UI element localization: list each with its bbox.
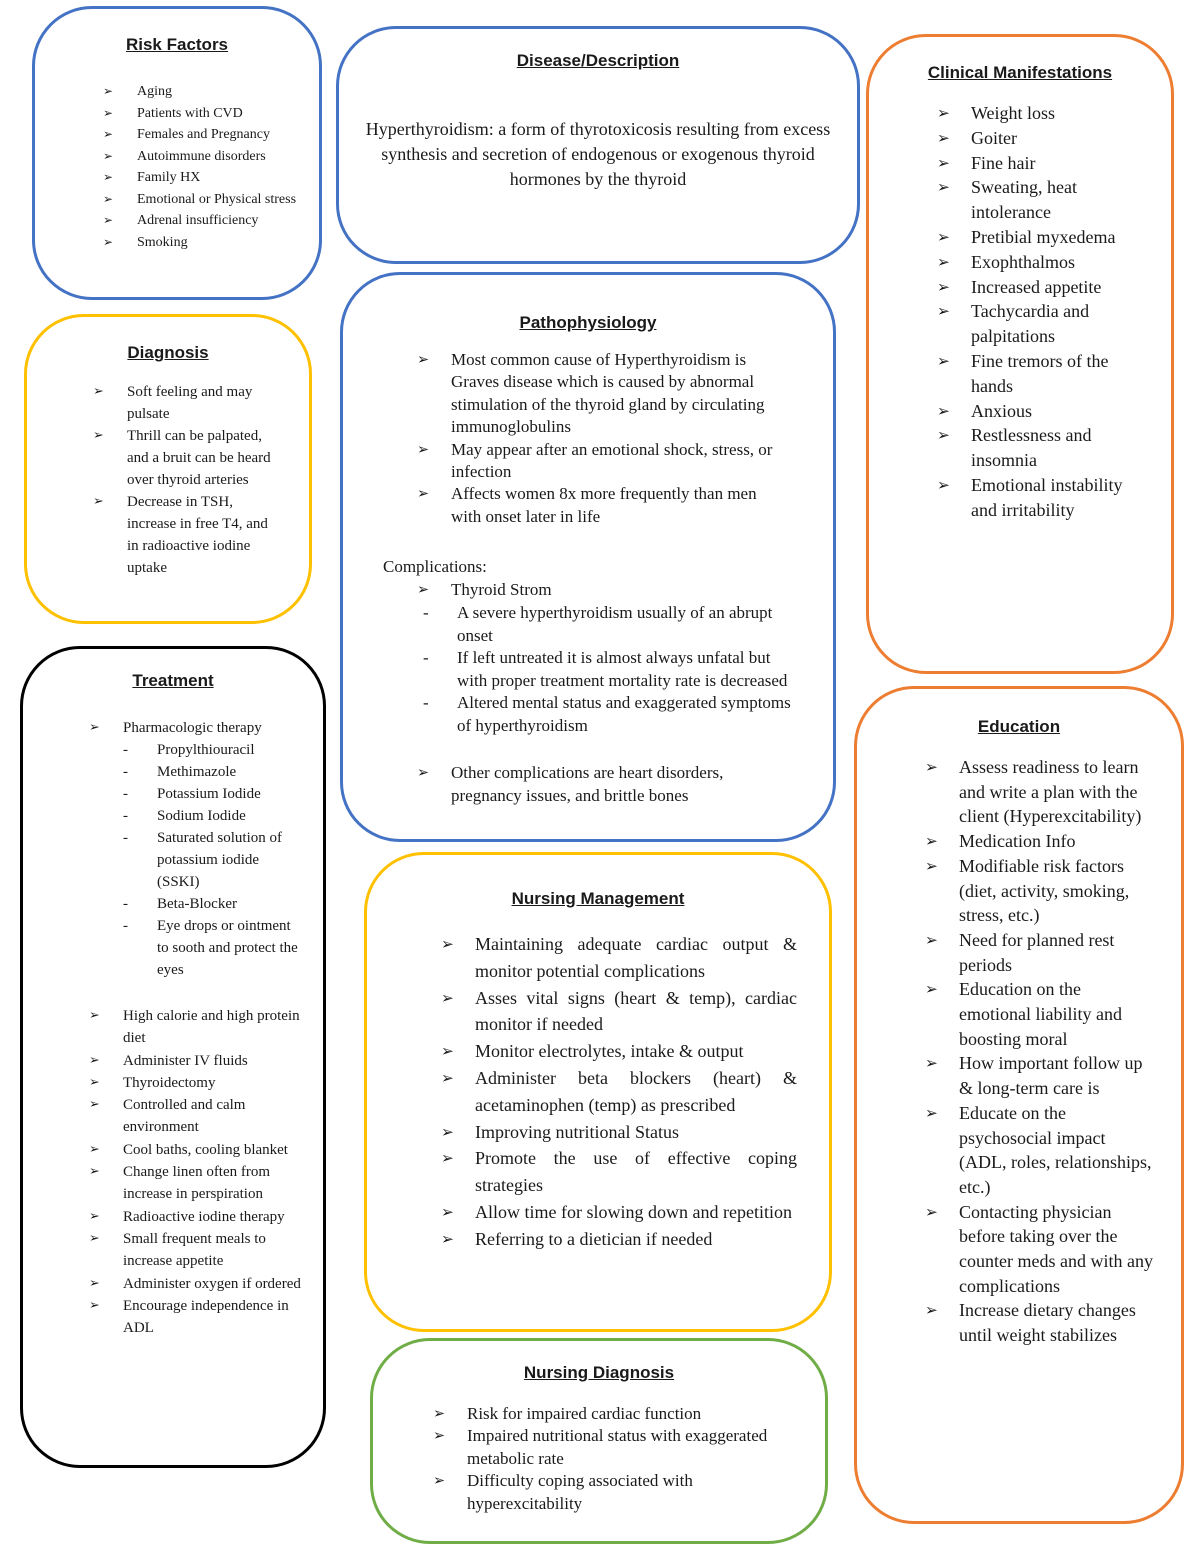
treatment-list <box>89 717 305 981</box>
nursing-management-item: ➢ Promote the use of effective coping strategies <box>441 1145 797 1199</box>
disease-description-text: Hyperthyroidism: a form of thyrotoxicosis resulting from excess synthesis and secretion of endogenous or exogenous thyroid hormones by the thyroid <box>365 119 831 189</box>
diagnosis-item: ➢ Soft feeling and may pulsate <box>93 381 279 425</box>
treatment-title: Treatment <box>132 671 214 690</box>
diagnosis-list <box>93 381 279 579</box>
nursing-management-item: ➢ Maintaining adequate cardiac output & monitor potential complications <box>441 931 797 985</box>
drug-list <box>89 739 305 981</box>
drug-item: - Sodium Iodide <box>123 805 305 827</box>
treatment-item: ➢ Change linen often from increase in perspiration <box>89 1161 305 1206</box>
thyroid-storm-label: Thyroid Strom <box>451 580 552 599</box>
treatment-item: ➢ Thyroidectomy <box>89 1072 305 1094</box>
thyroid-storm-detail: - If left untreated it is almost always unfatal but with proper treatment mortality rate is decreased <box>423 647 791 692</box>
education-list <box>925 755 1155 1348</box>
pharmacologic-therapy-label: Pharmacologic therapy <box>123 720 262 736</box>
drug-item: - Saturated solution of potassium iodide (SSKI) <box>123 827 305 893</box>
treatment-box <box>20 646 326 1468</box>
education-title: Education <box>977 717 1061 736</box>
clinical-manifestation-item: ➢ Goiter <box>937 126 1149 151</box>
diagnosis-item: ➢ Thrill can be palpated, and a bruit can be heard over thyroid arteries <box>93 425 279 491</box>
nursing-management-list <box>441 931 797 1253</box>
clinical-manifestation-item: ➢ Fine hair <box>937 151 1149 176</box>
thyroid-storm-detail: - Altered mental status and exaggerated symptoms of hyperthyroidism <box>423 692 791 737</box>
nursing-diagnosis-box <box>370 1338 828 1544</box>
treatment-item: ➢ High calorie and high protein diet <box>89 1005 305 1050</box>
drug-item: - Eye drops or ointment to sooth and protect the eyes <box>123 915 305 981</box>
pathophysiology-item: ➢ Affects women 8x more frequently than men with onset later in life <box>417 483 787 528</box>
risk-factor-item: ➢ Females and Pregnancy <box>103 124 303 146</box>
nursing-management-item: ➢ Referring to a dietician if needed <box>441 1226 797 1253</box>
treatment-item: ➢ Controlled and calm environment <box>89 1094 305 1139</box>
nursing-management-item: ➢ Improving nutritional Status <box>441 1119 797 1146</box>
drug-item: - Potassium Iodide <box>123 783 305 805</box>
education-item: ➢ Need for planned rest periods <box>925 928 1155 977</box>
drug-item: - Propylthiouracil <box>123 739 305 761</box>
clinical-manifestation-item: ➢ Exophthalmos <box>937 250 1149 275</box>
risk-factor-item: ➢ Emotional or Physical stress <box>103 189 303 211</box>
clinical-manifestations-title: Clinical Manifestations <box>927 63 1113 82</box>
nursing-management-item: ➢ Monitor electrolytes, intake & output <box>441 1038 797 1065</box>
drug-item: - Methimazole <box>123 761 305 783</box>
clinical-manifestation-item: ➢ Weight loss <box>937 101 1149 126</box>
pathophysiology-item: ➢ Most common cause of Hyperthyroidism is Graves disease which is caused by abnormal stimulation of the thyroid gland by circulating immunoglobulins <box>417 349 787 439</box>
education-item: ➢ Assess readiness to learn and write a plan with the client (Hyperexcitability) <box>925 755 1155 829</box>
thyroid-storm-details <box>423 602 791 738</box>
clinical-manifestation-item: ➢ Anxious <box>937 399 1149 424</box>
thyroid-storm-item <box>417 579 793 602</box>
risk-factors-list <box>103 81 303 253</box>
nursing-diagnosis-title: Nursing Diagnosis <box>523 1363 675 1382</box>
clinical-manifestation-item: ➢ Emotional instability and irritability <box>937 473 1149 523</box>
risk-factors-box <box>32 6 322 300</box>
treatment-item: ➢ Cool baths, cooling blanket <box>89 1139 305 1161</box>
clinical-manifestation-item: ➢ Restlessness and insomnia <box>937 423 1149 473</box>
clinical-manifestations-box <box>866 34 1174 674</box>
treatment-item: ➢ Administer oxygen if ordered <box>89 1273 305 1295</box>
clinical-manifestation-item: ➢ Increased appetite <box>937 275 1149 300</box>
education-item: ➢ Modifiable risk factors (diet, activity, smoking, stress, etc.) <box>925 854 1155 928</box>
pathophysiology-item: ➢ May appear after an emotional shock, stress, or infection <box>417 439 787 484</box>
education-item: ➢ How important follow up & long-term care is <box>925 1051 1155 1100</box>
complications-label: Complications: <box>383 557 487 576</box>
risk-factor-item: ➢ Family HX <box>103 167 303 189</box>
diagnosis-title: Diagnosis <box>127 343 209 362</box>
diagnosis-item: ➢ Decrease in TSH, increase in free T4, and in radioactive iodine uptake <box>93 491 279 579</box>
education-item: ➢ Educate on the psychosocial impact (ADL, roles, relationships, etc.) <box>925 1101 1155 1200</box>
treatment-item: ➢ Small frequent meals to increase appetite <box>89 1228 305 1273</box>
clinical-manifestation-item: ➢ Sweating, heat intolerance <box>937 175 1149 225</box>
risk-factor-item: ➢ Autoimmune disorders <box>103 146 303 168</box>
disease-description-box <box>336 26 860 264</box>
clinical-manifestation-item: ➢ Tachycardia and palpitations <box>937 299 1149 349</box>
risk-factor-item: ➢ Smoking <box>103 232 303 254</box>
nursing-management-title: Nursing Management <box>511 889 685 908</box>
clinical-manifestation-item: ➢ Fine tremors of the hands <box>937 349 1149 399</box>
education-item: ➢ Contacting physician before taking over the counter meds and with any complications <box>925 1200 1155 1299</box>
education-item: ➢ Medication Info <box>925 829 1155 854</box>
thyroid-storm-detail: - A severe hyperthyroidism usually of an abrupt onset <box>423 602 791 647</box>
pathophysiology-list <box>417 349 787 528</box>
pharmacologic-therapy-item <box>89 717 305 981</box>
nursing-diagnosis-item: ➢ Impaired nutritional status with exaggerated metabolic rate <box>433 1425 773 1470</box>
nursing-diagnosis-list <box>433 1403 773 1515</box>
pathophysiology-box <box>340 272 836 842</box>
education-item: ➢ Education on the emotional liability and boosting moral <box>925 977 1155 1051</box>
risk-factor-item: ➢ Patients with CVD <box>103 103 303 125</box>
clinical-manifestation-item: ➢ Pretibial myxedema <box>937 225 1149 250</box>
education-box <box>854 686 1184 1524</box>
other-complications-text: Other complications are heart disorders, pregnancy issues, and brittle bones <box>451 763 724 805</box>
drug-item: - Beta-Blocker <box>123 893 305 915</box>
complications-list <box>417 579 793 602</box>
treatment-item: ➢ Radioactive iodine therapy <box>89 1206 305 1228</box>
risk-factors-title: Risk Factors <box>125 35 229 54</box>
nursing-diagnosis-item: ➢ Difficulty coping associated with hyperexcitability <box>433 1470 773 1515</box>
diagnosis-box <box>24 314 312 624</box>
nursing-diagnosis-item: ➢ Risk for impaired cardiac function <box>433 1403 773 1425</box>
risk-factor-item: ➢ Adrenal insufficiency <box>103 210 303 232</box>
education-item: ➢ Increase dietary changes until weight stabilizes <box>925 1298 1155 1347</box>
treatment-measures-list <box>89 1005 305 1339</box>
other-complications-list <box>417 762 793 807</box>
treatment-item: ➢ Administer IV fluids <box>89 1050 305 1072</box>
clinical-manifestations-list <box>937 101 1149 523</box>
nursing-management-item: ➢ Asses vital signs (heart & temp), cardiac monitor if needed <box>441 985 797 1039</box>
nursing-management-item: ➢ Allow time for slowing down and repetition <box>441 1199 797 1226</box>
nursing-management-box <box>364 852 832 1332</box>
disease-description-title: Disease/Description <box>516 51 680 70</box>
nursing-management-item: ➢ Administer beta blockers (heart) & acetaminophen (temp) as prescribed <box>441 1065 797 1119</box>
pathophysiology-title: Pathophysiology <box>519 313 657 332</box>
treatment-item: ➢ Encourage independence in ADL <box>89 1295 305 1340</box>
risk-factor-item: ➢ Aging <box>103 81 303 103</box>
other-complications-item <box>417 762 793 807</box>
